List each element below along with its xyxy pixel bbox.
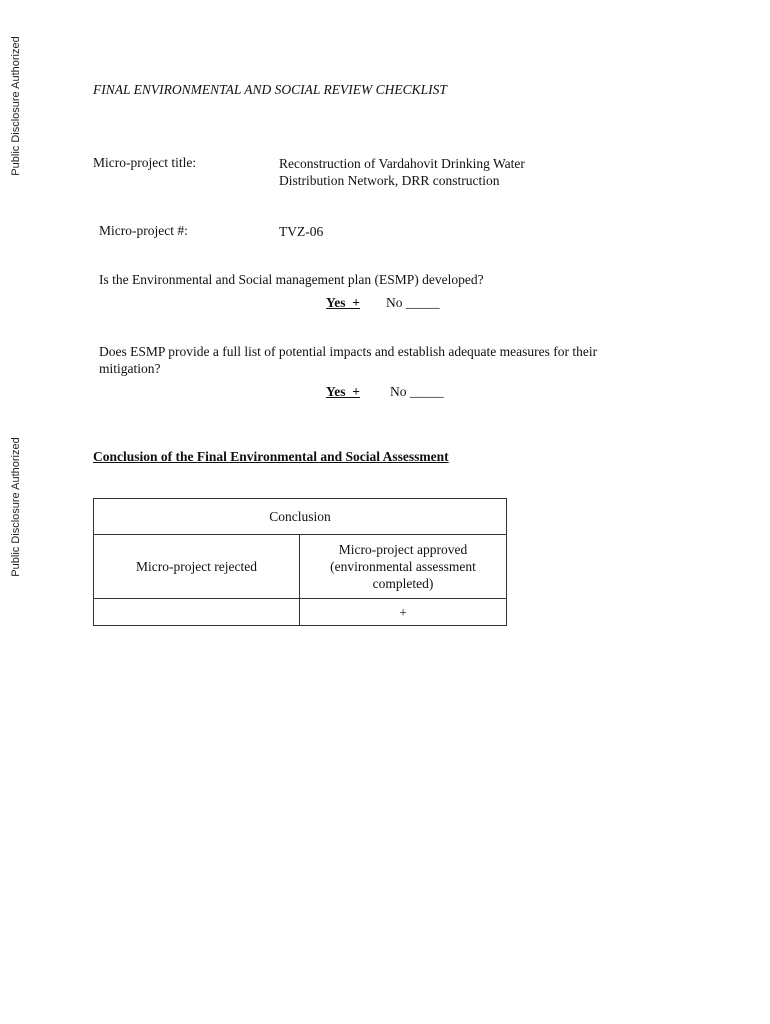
option-approved-line-3: completed)	[372, 576, 434, 591]
conclusion-table-values-row	[94, 599, 507, 626]
question-esmp-impacts-line-1: Does ESMP provide a full list of potential impacts and establish adequate measures for their	[99, 344, 598, 359]
micro-project-title-line-2: Distribution Network, DRR construction	[279, 173, 500, 188]
answer-esmp-developed-yes: Yes +	[326, 295, 360, 310]
value-rejected-cell	[94, 599, 300, 626]
answer-esmp-impacts-yes: Yes +	[326, 384, 360, 399]
micro-project-number-value: TVZ-06	[279, 224, 324, 239]
conclusion-table-header: Conclusion	[94, 499, 507, 535]
value-approved-cell: +	[300, 599, 507, 626]
micro-project-title-line-1: Reconstruction of Vardahovit Drinking Water	[279, 156, 525, 171]
question-esmp-impacts	[99, 343, 597, 377]
micro-project-number-label: Micro-project #:	[99, 223, 188, 238]
question-esmp-developed: Is the Environmental and Social management plan (ESMP) developed?	[99, 272, 484, 287]
question-esmp-impacts-line-2: mitigation?	[99, 361, 161, 376]
answer-esmp-developed-no: No _____	[386, 295, 440, 310]
disclosure-watermark-bottom: Public Disclosure Authorized	[10, 437, 22, 577]
conclusion-section-heading: Conclusion of the Final Environmental and Social Assessment	[93, 449, 449, 464]
option-approved-line-1: Micro-project approved	[338, 542, 468, 557]
conclusion-table-header-row	[94, 499, 507, 535]
answer-esmp-impacts-no: No _____	[390, 384, 444, 399]
option-approved-cell	[300, 535, 507, 599]
disclosure-watermark-top: Public Disclosure Authorized	[10, 36, 22, 176]
micro-project-title-value	[279, 155, 525, 189]
conclusion-table	[93, 498, 507, 626]
option-rejected-cell: Micro-project rejected	[94, 535, 300, 599]
micro-project-title-label: Micro-project title:	[93, 155, 197, 170]
document-title: FINAL ENVIRONMENTAL AND SOCIAL REVIEW CHECKLIST	[93, 82, 447, 97]
conclusion-table-options-row	[94, 535, 507, 599]
option-approved-line-2: (environmental assessment	[330, 559, 476, 574]
